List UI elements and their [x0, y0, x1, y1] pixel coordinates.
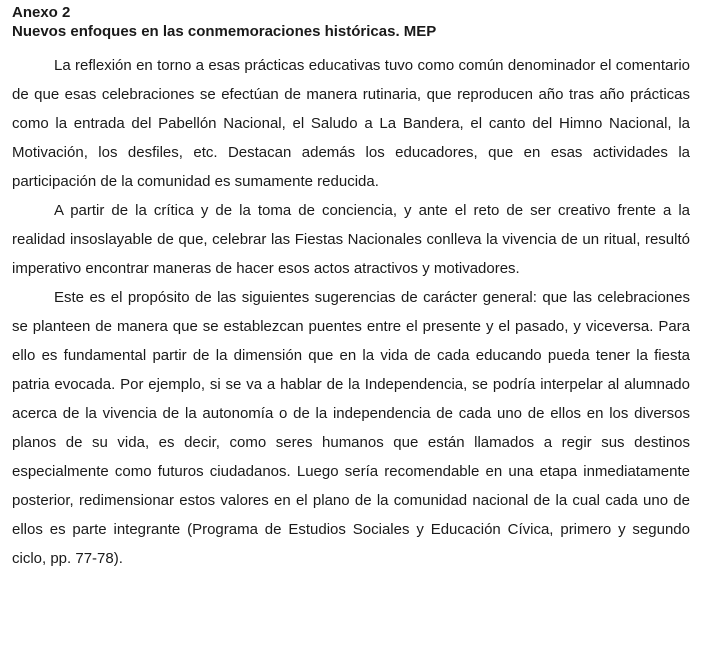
paragraph-2: A partir de la crítica y de la toma de conciencia, y ante el reto de ser creativo frente a la realidad insoslayable de que, celebrar las Fiestas Nacionales conlleva la vivencia de un ritual, resultó imperativo encontrar maneras de hacer esos actos atractivos y motivadores. [12, 202, 690, 277]
document-body [12, 51, 690, 573]
paragraph-1: La reflexión en torno a esas prácticas educativas tuvo como común denominador el comentario de que esas celebraciones se efectúan de manera rutinaria, que reproducen año tras año prácticas como la entrada del Pabellón Nacional, el Saludo a La Bandera, el canto del Himno Nacional, la Motivación, los desfiles, etc. Destacan además los educadores, que en esas actividades la participación de la comunidad es sumamente reducida. [12, 57, 690, 190]
document-title: Nuevos enfoques en las conmemoraciones históricas. MEP [12, 23, 437, 40]
annex-label: Anexo 2 [12, 4, 71, 21]
paragraph-3: Este es el propósito de las siguientes sugerencias de carácter general: que las celebraciones se planteen de manera que se establezcan puentes entre el presente y el pasado, y viceversa. Para ello es fundamental partir de la dimensión que en la vida de cada educando pueda tener la fiesta patria evocada. Por ejemplo, si se va a hablar de la Independencia, se podría interpelar al alumnado acerca de la vivencia de la autonomía o de la independencia de cada uno de ellos en los diversos planos de su vida, es decir, como seres humanos que están llamados a regir sus destinos especialmente como futuros ciudadanos. Luego sería recomendable en una etapa inmediatamente posterior, redimensionar estos valores en el plano de la comunidad nacional de la cual cada uno de ellos es parte integrante (Programa de Estudios Sociales y Educación Cívica, primero y segundo ciclo, pp. 77-78). [12, 289, 690, 567]
document-page [12, 3, 690, 573]
